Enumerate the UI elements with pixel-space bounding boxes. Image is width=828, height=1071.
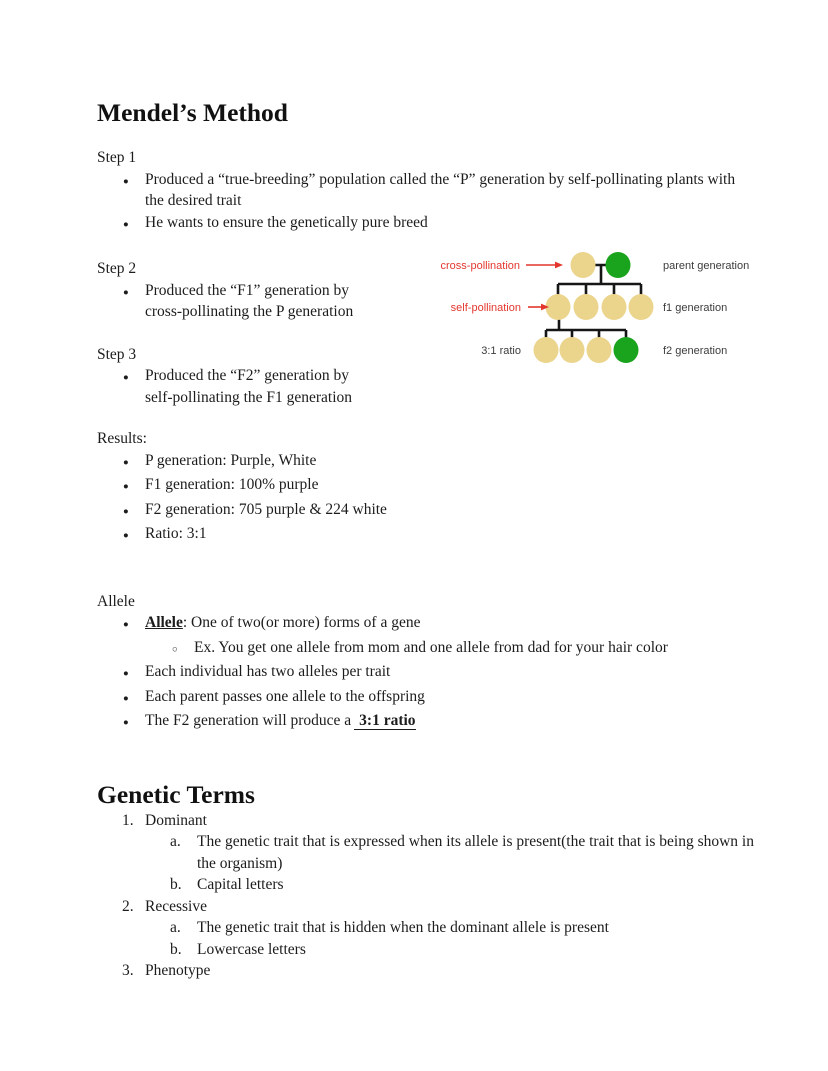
bullet-text: F2 generation: 705 purple & 224 white <box>145 500 387 518</box>
bullet-icon: ● <box>123 693 129 704</box>
lettered-subitem <box>97 874 757 896</box>
bullet-text: Produced the “F2” generation by self-pollinating the F1 generation <box>145 367 353 406</box>
f1-generation-label: f1 generation <box>663 302 728 314</box>
item-letter: b. <box>170 876 182 893</box>
subitem-text: Lowercase letters <box>197 940 306 958</box>
bullet-icon: ● <box>123 457 129 468</box>
bullet-icon: ● <box>123 287 129 298</box>
pea-cream-icon <box>560 337 585 363</box>
bullet-text: Each individual has two alleles per trait <box>145 663 391 680</box>
pea-cream-icon <box>602 294 627 320</box>
ratio-label: 3:1 ratio <box>481 345 521 357</box>
f2-generation-label: f2 generation <box>663 345 728 357</box>
bullet-icon: ● <box>123 506 129 517</box>
step3-label: Step 3 <box>97 345 137 363</box>
bullet-icon: ● <box>123 373 129 383</box>
list-item <box>97 686 742 711</box>
allele-bullet-list <box>97 612 742 735</box>
pea-cream-icon <box>587 337 612 363</box>
list-item <box>97 212 737 237</box>
parent-generation-label: parent generation <box>663 260 750 272</box>
bullet-text: F1 generation: 100% purple <box>145 476 319 493</box>
lettered-subitem <box>97 917 757 939</box>
item-number: 1. <box>122 811 134 829</box>
pea-cream-icon <box>546 294 571 320</box>
f2-ratio-prefix: The F2 generation will produce a <box>145 712 352 729</box>
bullet-text: P generation: Purple, White <box>145 451 317 469</box>
item-letter: a. <box>170 833 181 850</box>
genetic-terms-list <box>97 810 757 982</box>
bullet-icon: ● <box>123 531 129 541</box>
list-item <box>97 169 737 212</box>
results-bullet-list <box>97 450 597 548</box>
pea-cream-icon <box>629 294 654 320</box>
bullet-text: He wants to ensure the genetically pure breed <box>145 213 428 231</box>
list-item <box>97 612 742 637</box>
self-pollination-label: self-pollination <box>450 302 521 314</box>
pea-green-icon <box>606 252 631 278</box>
step2-label: Step 2 <box>97 260 137 277</box>
step3-bullet-list <box>97 365 380 408</box>
right-arrow-icon <box>526 262 563 269</box>
bullet-icon: ● <box>123 669 129 679</box>
document-content <box>97 0 762 982</box>
bullet-icon: ● <box>123 482 129 492</box>
numbered-item <box>97 960 757 982</box>
lettered-subitem <box>97 831 757 874</box>
pedigree-diagram <box>425 250 775 372</box>
pea-green-icon <box>614 337 639 363</box>
allele-definition: : One of two(or more) forms of a gene <box>182 614 421 631</box>
step1-label: Step 1 <box>97 149 137 166</box>
item-number: 3. <box>122 962 134 979</box>
results-label: Results: <box>97 430 147 447</box>
list-item <box>97 474 597 499</box>
item-letter: a. <box>170 919 181 936</box>
step1-bullet-list <box>97 169 737 237</box>
subitem-text: Capital letters <box>197 876 284 893</box>
item-letter: b. <box>170 940 182 958</box>
bullet-text <box>145 612 742 634</box>
term-text: Dominant <box>145 811 207 829</box>
bullet-text: Produced the “F1” generation by cross-pollinating the P generation <box>145 281 354 320</box>
allele-term: Allele <box>145 614 183 631</box>
pea-cream-icon <box>534 337 559 363</box>
list-subitem <box>97 637 742 662</box>
bullet-icon: ● <box>123 620 129 630</box>
bullet-icon: ● <box>123 718 129 728</box>
cross-pollination-label: cross-pollination <box>440 260 520 272</box>
numbered-item <box>97 810 757 832</box>
allele-label: Allele <box>97 592 135 610</box>
subitem-text: The genetic trait that is hidden when the dominant allele is present <box>197 919 609 936</box>
lettered-subitem <box>97 939 757 961</box>
bullet-text: Each parent passes one allele to the offspring <box>145 687 425 705</box>
term-text: Recessive <box>145 897 207 915</box>
list-item <box>97 523 597 548</box>
bullet-text <box>145 710 742 732</box>
bullet-text: Ex. You get one allele from mom and one allele from dad for your hair color <box>194 638 668 656</box>
pea-cream-icon <box>574 294 599 320</box>
list-item <box>97 499 597 524</box>
bullet-icon: ● <box>123 176 129 187</box>
list-item <box>97 661 742 686</box>
subitem-text: The genetic trait that is expressed when its allele is present(the trait that is being shown in the organism) <box>197 833 754 872</box>
list-item <box>97 450 597 475</box>
section-title-genetic-terms: Genetic Terms <box>97 779 255 809</box>
bullet-icon: ● <box>123 219 129 230</box>
numbered-item <box>97 896 757 918</box>
step2-bullet-list <box>97 280 380 323</box>
item-number: 2. <box>122 897 134 915</box>
bullet-text: Produced a “true-breeding” population called the “P” generation by self-pollinating plants with the desired trait <box>145 170 736 209</box>
pea-cream-icon <box>571 252 596 278</box>
list-item <box>97 710 742 735</box>
list-item <box>97 365 380 408</box>
hollow-bullet-icon: ○ <box>172 644 178 655</box>
section-title-mendels-method: Mendel’s Method <box>97 98 288 127</box>
term-text: Phenotype <box>145 962 211 979</box>
bullet-text: Ratio: 3:1 <box>145 525 207 542</box>
f2-ratio-emphasis: 3:1 ratio <box>354 712 415 730</box>
list-item <box>97 280 380 323</box>
